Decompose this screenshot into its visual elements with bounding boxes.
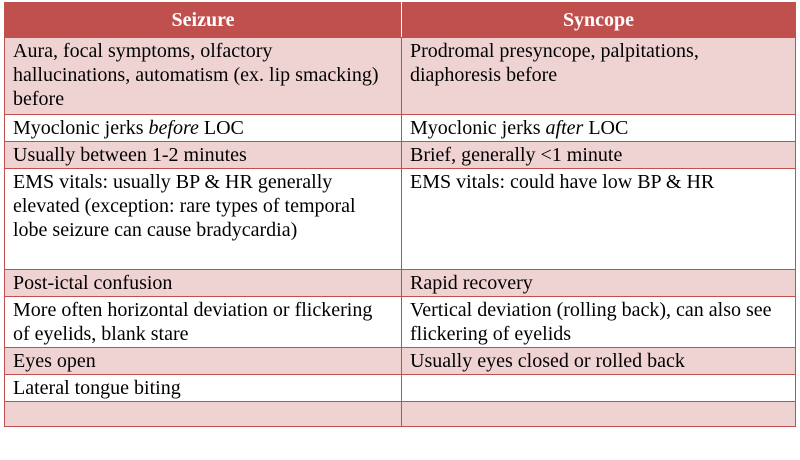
seizure-cell [5, 402, 402, 427]
cell-text: Myoclonic jerks [13, 117, 149, 139]
table-row [5, 402, 796, 427]
seizure-cell: EMS vitals: usually BP & HR generally elevated (exception: rare types of temporal lobe seizure can cause bradycardia) [5, 169, 402, 270]
seizure-cell: More often horizontal deviation or flickering of eyelids, blank stare [5, 297, 402, 348]
seizure-cell [5, 115, 402, 142]
table-row [5, 270, 796, 297]
table-row [5, 115, 796, 142]
syncope-cell [402, 402, 796, 427]
emphasis-text: after [545, 117, 584, 139]
table-row [5, 297, 796, 348]
cell-text: Myoclonic jerks [410, 117, 546, 139]
syncope-cell: EMS vitals: could have low BP & HR [402, 169, 796, 270]
table-row [5, 169, 796, 270]
header-syncope: Syncope [402, 3, 796, 38]
table-row [5, 348, 796, 375]
syncope-cell [402, 115, 796, 142]
syncope-cell: Prodromal presyncope, palpitations, diaphoresis before [402, 38, 796, 115]
table-row [5, 375, 796, 402]
cell-text: LOC [583, 117, 629, 139]
syncope-cell: Brief, generally <1 minute [402, 142, 796, 169]
header-seizure: Seizure [5, 3, 402, 38]
syncope-cell [402, 375, 796, 402]
emphasis-text: before [148, 117, 199, 139]
syncope-cell: Usually eyes closed or rolled back [402, 348, 796, 375]
seizure-cell: Lateral tongue biting [5, 375, 402, 402]
cell-text: LOC [198, 117, 244, 139]
seizure-cell: Eyes open [5, 348, 402, 375]
comparison-table-container [4, 2, 795, 427]
seizure-cell: Post-ictal confusion [5, 270, 402, 297]
seizure-cell: Usually between 1-2 minutes [5, 142, 402, 169]
seizure-vs-syncope-table [4, 2, 796, 427]
table-row [5, 142, 796, 169]
syncope-cell: Vertical deviation (rolling back), can also see flickering of eyelids [402, 297, 796, 348]
seizure-cell: Aura, focal symptoms, olfactory hallucinations, automatism (ex. lip smacking) before [5, 38, 402, 115]
table-row [5, 38, 796, 115]
syncope-cell: Rapid recovery [402, 270, 796, 297]
table-header-row [5, 3, 796, 38]
